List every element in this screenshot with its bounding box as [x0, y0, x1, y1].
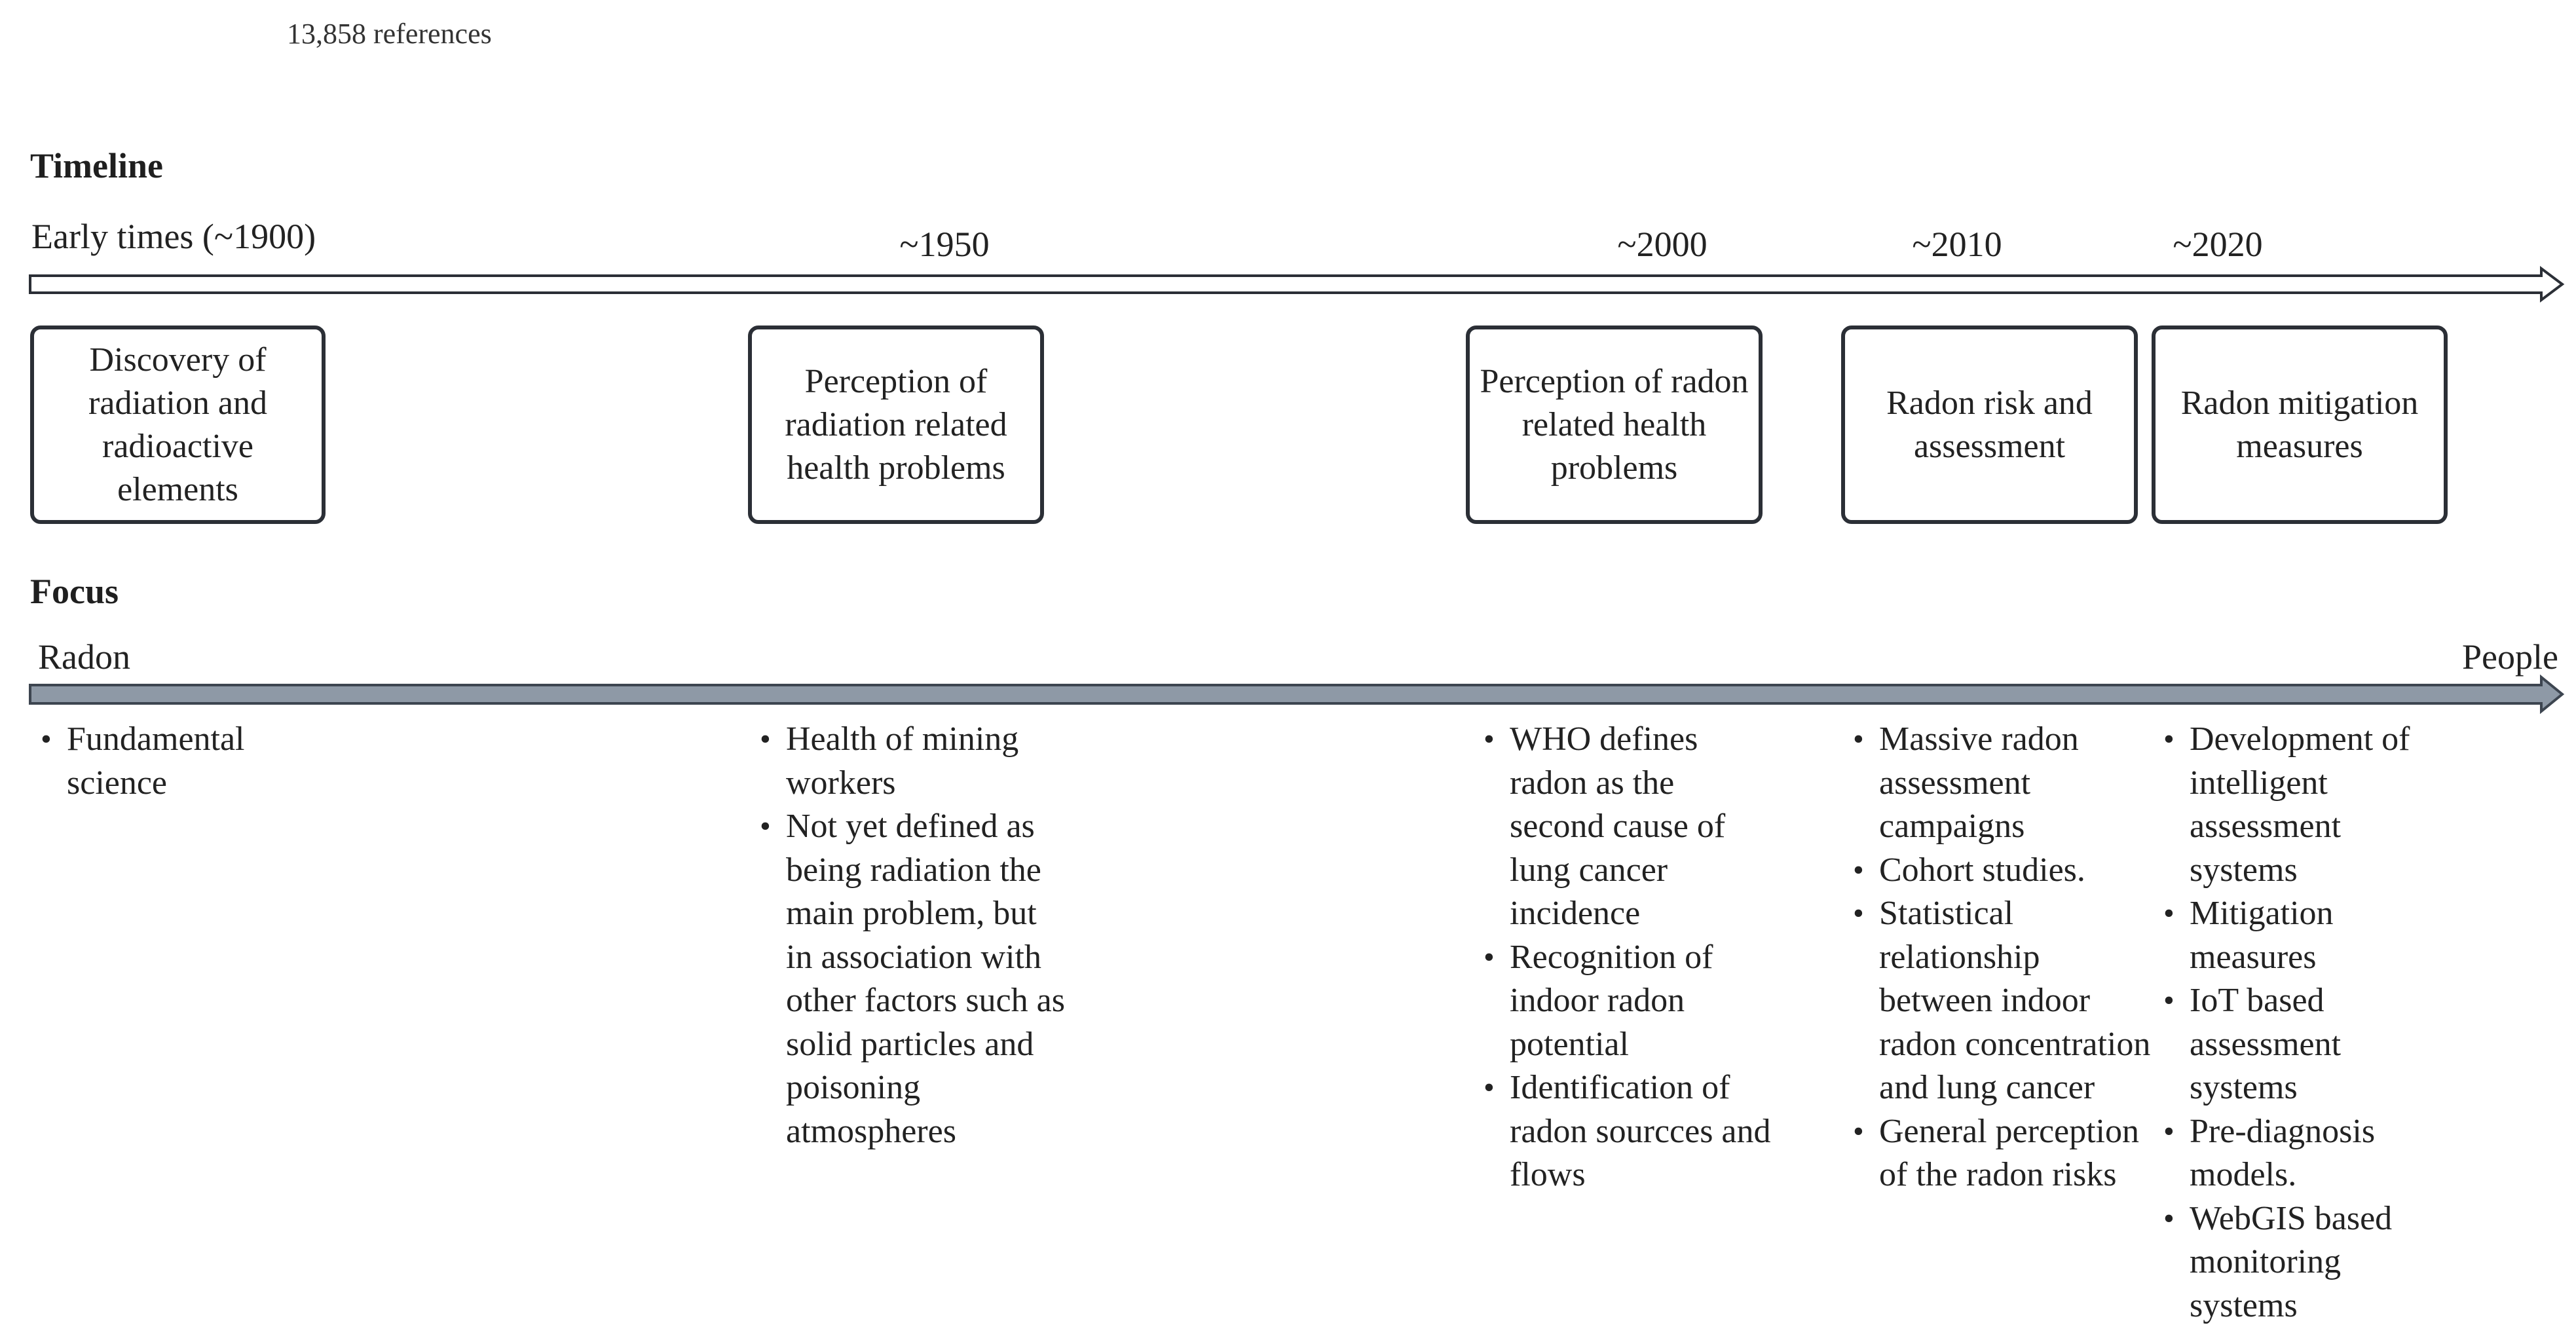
list-item: • General perception of the radon risks [1853, 1110, 2154, 1197]
list-item: • WHO defines radon as the second cause of lung cancer incidence [1484, 718, 1772, 936]
list-item: • Cohort studies. [1853, 849, 2154, 893]
era-label-2010: ~2010 [1912, 225, 2002, 264]
focus-column-2010 [1853, 718, 2154, 1197]
phase-box-text: Perception of radon related health problems [1480, 362, 1749, 487]
focus-end-label: People [2462, 637, 2558, 677]
focus-start-label: Radon [38, 637, 130, 677]
timeline-arrow-icon [30, 269, 2562, 300]
list-item: • IoT based assessment systems [2163, 979, 2452, 1110]
phase-box-1950 [748, 326, 1044, 524]
timeline-heading: Timeline [30, 146, 164, 185]
phase-box-2020 [2152, 326, 2448, 524]
era-label-2000: ~2000 [1617, 225, 1708, 264]
list-item: • Massive radon assessment campaigns [1853, 718, 2154, 849]
phase-box-text: Radon risk and assessment [1886, 384, 2093, 465]
focus-column-1950 [760, 718, 1068, 1153]
era-label-2020: ~2020 [2173, 225, 2263, 264]
list-item: • WebGIS based monitoring systems [2163, 1197, 2452, 1328]
list-item: • Pre-diagnosis models. [2163, 1110, 2452, 1197]
focus-heading: Focus [30, 572, 119, 611]
list-item: • Identification of radon sourcces and flows [1484, 1066, 1772, 1197]
phase-box-2000 [1466, 326, 1763, 524]
list-item: • Recognition of indoor radon potential [1484, 936, 1772, 1067]
list-item: • Development of intelligent assessment systems [2163, 718, 2452, 892]
reference-count: 13,858 references [287, 18, 492, 50]
era-label-1900: Early times (~1900) [31, 217, 316, 256]
focus-column-1900 [41, 718, 316, 805]
list-item: • Not yet defined as being radiation the main problem, but in association with other factors such as solid particles and poisoning atmospheres [760, 805, 1068, 1153]
list-item: • Fundamental science [41, 718, 316, 805]
focus-arrow-icon [30, 677, 2562, 711]
phase-box-text: Discovery of radiation and radioactive elements [88, 341, 267, 508]
list-item: • Statistical relationship between indoor radon concentration and lung cancer [1853, 892, 2154, 1110]
list-item: • Mitigation measures [2163, 892, 2452, 979]
phase-box-1900 [30, 326, 326, 524]
phase-box-2010 [1841, 326, 2138, 524]
focus-column-2000 [1484, 718, 1772, 1197]
phase-box-text: Radon mitigation measures [2180, 384, 2419, 465]
phase-box-text: Perception of radiation related health problems [785, 362, 1007, 487]
list-item: • Health of mining workers [760, 718, 1068, 805]
focus-column-2020 [2163, 718, 2452, 1328]
era-label-1950: ~1950 [899, 225, 990, 264]
